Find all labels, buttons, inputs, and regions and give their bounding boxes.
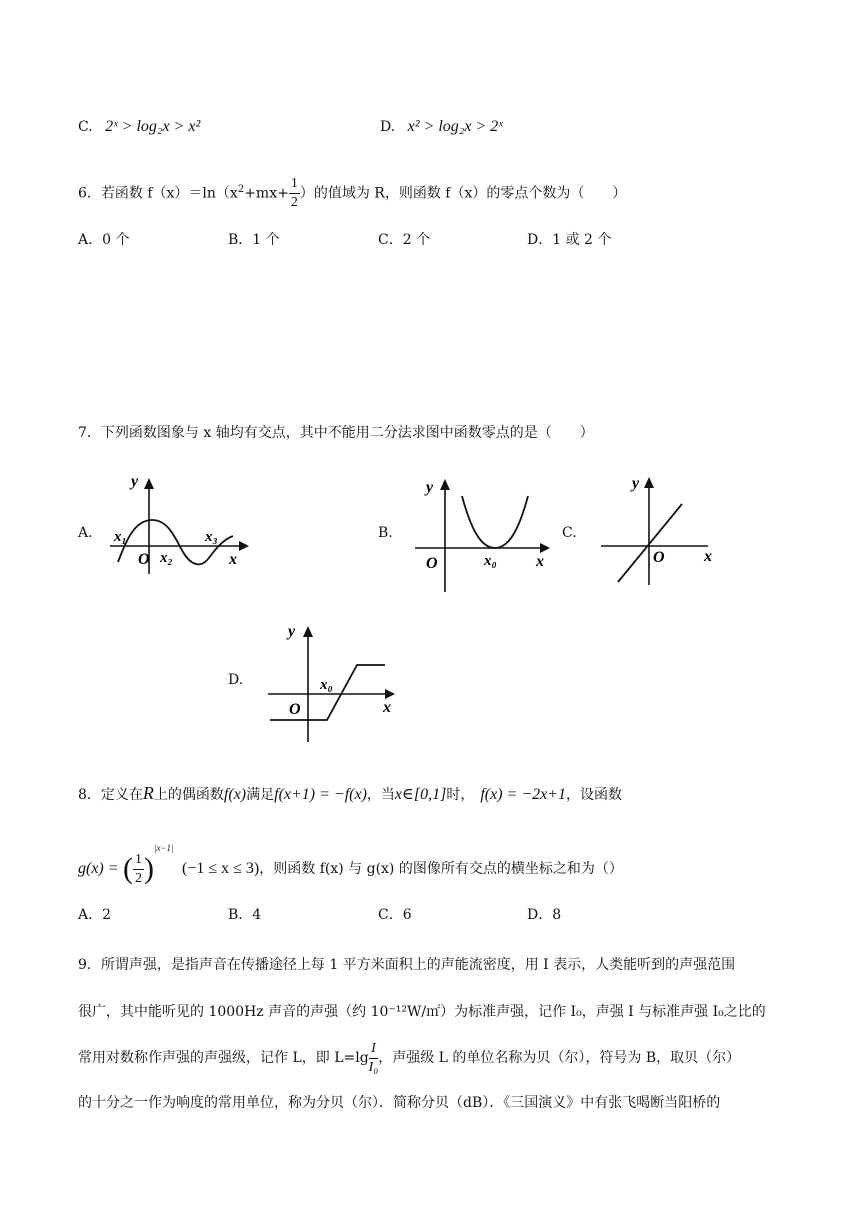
q7-graph-b	[410, 472, 560, 597]
q5-option-c-expr: 2ˣ > log₂x > x²	[105, 118, 201, 135]
q9-fraction-denominator: I₀	[368, 1059, 379, 1075]
q7b-origin-label: O	[426, 555, 438, 572]
q8-line1-eq: f(x+1) = −f(x)	[274, 786, 367, 803]
q8-line2-text: ，则函数 f(x) 与 g(x) 的图像所有交点的横坐标之和为（）	[259, 861, 623, 877]
q6-stem-part-c: ）的值域为 R，则函数 f（x）的零点个数为（ ）	[299, 185, 627, 202]
q5-option-d	[380, 117, 503, 137]
q9-line3	[78, 1038, 740, 1078]
q7c-x-label: x	[704, 548, 712, 565]
q8-line1-part-c: 满足	[246, 787, 275, 803]
q5-option-c	[78, 117, 200, 137]
q7a-x-label: x	[229, 551, 237, 568]
q6-fraction	[289, 175, 300, 212]
q7a-x3-label: x₃	[205, 529, 218, 545]
q8-line1-eq2: f(x) = −2x+1	[480, 786, 567, 803]
q7d-x0-label: x₀	[320, 677, 333, 693]
q8-line1-part-f: ，设函数	[566, 787, 623, 803]
q7a-x2-label: x₂	[160, 550, 173, 566]
q7b-x0-label: x₀	[484, 553, 497, 569]
q7-graph-a	[105, 470, 255, 580]
q7d-origin-label: O	[289, 701, 301, 718]
q8-line1-r: R	[142, 783, 154, 803]
q8-fraction	[133, 851, 144, 888]
q6-option-b: B．1 个	[228, 232, 280, 248]
q7b-x-label: x	[536, 553, 544, 570]
q7-stem: 7．下列函数图象与 x 轴均有交点，其中不能用二分法求图中函数零点的是（ ）	[78, 425, 594, 441]
q8-line1-f: f(x)	[223, 786, 247, 803]
q6-fraction-denominator: 2	[290, 195, 298, 211]
q9-fraction	[369, 1040, 379, 1077]
q8-line1	[78, 783, 622, 805]
q6-option-c: C．2 个	[378, 232, 431, 248]
q8-option-c: C．6	[378, 907, 412, 923]
q8-line1-part-a: 8．定义在	[78, 787, 143, 803]
q8-g-def: g(x) =	[78, 860, 119, 877]
q7d-y-label: y	[288, 623, 296, 640]
q8-option-a: A．2	[78, 907, 112, 923]
q6-option-a: A．0 个	[78, 232, 130, 248]
q7b-y-label: y	[426, 479, 434, 496]
q9-line3-part-b: ，声强级 L 的单位名称为贝（尔），符号为 B，取贝（尔）	[378, 1050, 741, 1066]
q8-line1-part-d: ，当	[366, 787, 395, 803]
q8-line2: g(x) = ( $\frac{1}{2}$ )$^{|x-1|}$ (−1 ≤ x ≤ 3)，则函数 f(x) 与 g(x) 的图像所有交点的横坐标之和为（）	[78, 843, 623, 886]
q7-label-b: B.	[378, 525, 393, 541]
q7-label-d: D.	[228, 672, 244, 688]
q8-line1-interval: x∈[0,1]	[394, 786, 447, 803]
q6-stem-part-a: 6．若函数 f（x）＝ln（x	[78, 185, 238, 202]
q9-line4: 的十分之一作为响度的常用单位，称为分贝（尔）．简称分贝（dB）．《三国演义》中有张飞喝断当阳桥的	[78, 1095, 721, 1111]
q8-fraction-denominator: 2	[135, 870, 143, 886]
q6-fraction-numerator: 1	[289, 175, 300, 194]
q7a-x1-label: x₁	[114, 529, 127, 545]
q8-option-d: D．8	[527, 907, 562, 923]
q6-stem-part-b: +mx+	[244, 185, 289, 202]
q7-label-c: C.	[562, 525, 577, 541]
q9-line3-part-a: 常用对数称作声强的声强级，记作 L，即 L=lg	[78, 1050, 369, 1066]
q8-exponent: |x−1|	[154, 843, 174, 853]
q9-fraction-numerator: I	[369, 1040, 379, 1059]
q6-stem: 6．若函数 $f(x)=\ln(x^2+mx+$ $\frac{1}{2}$ ）的值域为 R，则函数 f（x）的零点个数为（ ）	[78, 176, 627, 211]
q7-graph-d	[265, 618, 405, 746]
q7a-origin-label: O	[138, 551, 150, 568]
q9-line2: 很广，其中能听见的 1000Hz 声音的声强（约 10⁻¹²W/㎡）为标准声强，记作 I₀，声强 I 与标准声强 I₀之比的	[78, 1004, 766, 1020]
q7a-y-label: y	[131, 473, 139, 490]
q7c-y-label: y	[632, 475, 640, 492]
q5-option-c-label: C.	[78, 119, 93, 135]
q8-fraction-numerator: 1	[133, 851, 144, 870]
q7d-x-label: x	[383, 699, 391, 716]
q7-label-a: A.	[78, 525, 93, 541]
q8-range: (−1 ≤ x ≤ 3)	[182, 860, 260, 877]
q7-graph-c	[598, 470, 723, 588]
q8-option-b: B．4	[228, 907, 262, 923]
q5-option-d-expr: x² > log₂x > 2ˣ	[407, 118, 503, 135]
q5-option-d-label: D.	[380, 119, 396, 135]
q6-option-d: D．1 或 2 个	[527, 232, 612, 248]
q8-line1-part-b: 上的偶函数	[153, 787, 224, 803]
q7c-origin-label: O	[653, 549, 665, 566]
q8-line1-part-e: 时，	[446, 787, 475, 803]
q9-line1: 9．所谓声强，是指声音在传播途径上每 1 平方米面积上的声能流密度，用 I 表示，人类能听到的声强范围	[78, 957, 736, 973]
